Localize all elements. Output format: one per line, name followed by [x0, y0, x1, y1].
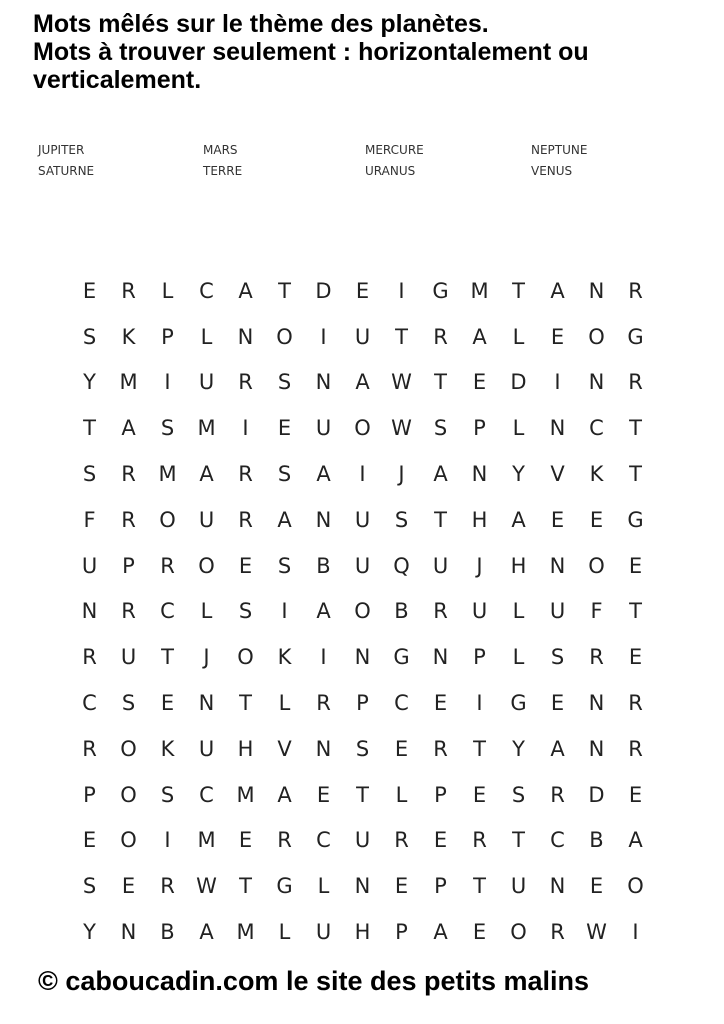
grid-row	[70, 772, 655, 818]
grid-cell: P	[83, 782, 96, 807]
grid-cell: T	[434, 507, 447, 532]
grid-cell: K	[589, 462, 604, 487]
grid-cell: I	[632, 920, 639, 945]
grid-cell: L	[512, 645, 525, 670]
grid-cell: G	[627, 507, 644, 532]
grid-cell: R	[589, 645, 604, 670]
grid-cell: A	[355, 370, 370, 395]
grid-cell: V	[277, 736, 292, 761]
grid-cell: P	[434, 782, 447, 807]
grid-cell: U	[315, 920, 332, 945]
grid-cell: S	[394, 507, 409, 532]
grid-cell: R	[121, 599, 136, 624]
grid-cell: U	[549, 599, 566, 624]
grid-cell: N	[588, 736, 605, 761]
grid-cell: A	[433, 920, 448, 945]
grid-row	[70, 818, 655, 864]
grid-cell: A	[277, 507, 292, 532]
grid-cell: G	[627, 324, 644, 349]
grid-row	[70, 863, 655, 909]
grid-cell: G	[510, 691, 527, 716]
grid-cell: D	[588, 782, 605, 807]
grid-cell: R	[628, 370, 643, 395]
word-item: JUPITER	[38, 143, 85, 157]
grid-cell: T	[629, 599, 642, 624]
grid-cell: A	[550, 736, 565, 761]
grid-cell: E	[316, 782, 331, 807]
letter-grid	[70, 268, 655, 955]
grid-cell: C	[394, 691, 409, 716]
grid-cell: O	[198, 553, 215, 578]
grid-cell: E	[121, 874, 136, 899]
grid-cell: T	[239, 691, 252, 716]
grid-cell: J	[398, 462, 405, 487]
grid-cell: O	[276, 324, 293, 349]
grid-cell: A	[199, 462, 214, 487]
grid-cell: E	[238, 553, 253, 578]
grid-cell: N	[198, 691, 215, 716]
grid-cell: S	[82, 462, 97, 487]
grid-cell: E	[472, 370, 487, 395]
grid-cell: C	[550, 828, 565, 853]
grid-cell: T	[434, 370, 447, 395]
grid-cell: P	[434, 874, 447, 899]
grid-cell: R	[472, 828, 487, 853]
grid-cell: B	[394, 599, 409, 624]
grid-cell: D	[315, 278, 332, 303]
grid-cell: S	[355, 736, 370, 761]
grid-cell: N	[315, 507, 332, 532]
grid-cell: I	[320, 324, 327, 349]
grid-cell: O	[120, 782, 137, 807]
grid-cell: L	[395, 782, 408, 807]
grid-cell: R	[433, 324, 448, 349]
grid-cell: U	[432, 553, 449, 578]
grid-cell: E	[472, 920, 487, 945]
grid-cell: U	[354, 553, 371, 578]
grid-cell: C	[199, 278, 214, 303]
grid-cell: A	[316, 599, 331, 624]
grid-cell: L	[200, 599, 213, 624]
word-item: SATURNE	[38, 164, 95, 178]
grid-cell: L	[317, 874, 330, 899]
grid-cell: B	[589, 828, 604, 853]
grid-cell: N	[588, 691, 605, 716]
grid-cell: I	[554, 370, 561, 395]
grid-cell: E	[277, 416, 292, 441]
grid-cell: O	[237, 645, 254, 670]
grid-cell: E	[355, 278, 370, 303]
grid-cell: S	[160, 782, 175, 807]
grid-cell: N	[354, 874, 371, 899]
grid-cell: T	[161, 645, 174, 670]
grid-row	[70, 451, 655, 497]
grid-cell: A	[550, 278, 565, 303]
grid-cell: S	[121, 691, 136, 716]
grid-cell: A	[472, 324, 487, 349]
grid-cell: Y	[512, 736, 525, 761]
grid-cell: A	[316, 462, 331, 487]
grid-cell: R	[394, 828, 409, 853]
grid-cell: S	[82, 324, 97, 349]
grid-cell: R	[628, 736, 643, 761]
word-item: TERRE	[203, 164, 243, 178]
grid-cell: P	[122, 553, 135, 578]
grid-cell: R	[82, 736, 97, 761]
grid-cell: E	[433, 828, 448, 853]
grid-cell: B	[316, 553, 331, 578]
word-item: NEPTUNE	[531, 143, 588, 157]
grid-cell: U	[198, 507, 215, 532]
grid-cell: J	[203, 645, 210, 670]
grid-cell: T	[473, 736, 486, 761]
grid-cell: S	[433, 416, 448, 441]
grid-cell: P	[356, 691, 369, 716]
word-item: MARS	[203, 143, 238, 157]
grid-cell: W	[586, 920, 607, 945]
grid-row	[70, 268, 655, 314]
grid-cell: A	[277, 782, 292, 807]
grid-cell: A	[121, 416, 136, 441]
grid-cell: F	[590, 599, 603, 624]
grid-cell: M	[236, 920, 255, 945]
grid-row	[70, 405, 655, 451]
grid-cell: L	[278, 920, 291, 945]
grid-cell: I	[281, 599, 288, 624]
grid-cell: O	[354, 416, 371, 441]
grid-row	[70, 360, 655, 406]
grid-cell: S	[277, 553, 292, 578]
grid-cell: M	[197, 828, 216, 853]
grid-cell: E	[628, 782, 643, 807]
grid-cell: T	[278, 278, 291, 303]
grid-cell: O	[354, 599, 371, 624]
grid-cell: G	[393, 645, 410, 670]
grid-cell: S	[550, 645, 565, 670]
grid-cell: R	[238, 462, 253, 487]
grid-cell: N	[588, 370, 605, 395]
grid-cell: W	[391, 370, 412, 395]
grid-cell: U	[354, 507, 371, 532]
grid-cell: R	[238, 370, 253, 395]
grid-cell: M	[158, 462, 177, 487]
grid-cell: H	[471, 507, 488, 532]
grid-row	[70, 680, 655, 726]
grid-cell: R	[628, 278, 643, 303]
grid-cell: E	[238, 828, 253, 853]
grid-cell: R	[82, 645, 97, 670]
grid-cell: O	[588, 324, 605, 349]
grid-cell: R	[121, 462, 136, 487]
grid-cell: K	[121, 324, 136, 349]
grid-cell: T	[239, 874, 252, 899]
grid-cell: B	[160, 920, 175, 945]
grid-cell: N	[549, 416, 566, 441]
grid-cell: O	[120, 828, 137, 853]
grid-cell: T	[512, 278, 525, 303]
grid-cell: E	[82, 828, 97, 853]
title-line-3: verticalement.	[33, 66, 202, 94]
grid-cell: T	[512, 828, 525, 853]
grid-cell: U	[354, 324, 371, 349]
grid-cell: Y	[512, 462, 525, 487]
footer-credit: © caboucadin.com le site des petits malins	[38, 966, 590, 996]
grid-cell: Y	[83, 370, 96, 395]
grid-cell: E	[394, 874, 409, 899]
grid-cell: O	[159, 507, 176, 532]
grid-cell: C	[589, 416, 604, 441]
grid-cell: I	[164, 370, 171, 395]
grid-cell: T	[356, 782, 369, 807]
word-item: MERCURE	[365, 143, 424, 157]
grid-cell: I	[164, 828, 171, 853]
grid-cell: O	[588, 553, 605, 578]
grid-cell: A	[433, 462, 448, 487]
grid-cell: J	[476, 553, 483, 578]
grid-cell: O	[627, 874, 644, 899]
grid-row	[70, 726, 655, 772]
grid-cell: N	[549, 874, 566, 899]
word-list-row	[38, 164, 698, 185]
grid-cell: O	[120, 736, 137, 761]
grid-cell: T	[629, 416, 642, 441]
grid-cell: R	[238, 507, 253, 532]
grid-cell: E	[589, 874, 604, 899]
grid-cell: R	[316, 691, 331, 716]
grid-cell: U	[120, 645, 137, 670]
grid-cell: N	[315, 736, 332, 761]
grid-cell: R	[433, 736, 448, 761]
grid-cell: Y	[83, 920, 96, 945]
grid-cell: C	[199, 782, 214, 807]
grid-cell: T	[629, 462, 642, 487]
grid-cell: M	[236, 782, 255, 807]
grid-cell: R	[160, 553, 175, 578]
grid-cell: E	[433, 691, 448, 716]
grid-cell: N	[81, 599, 98, 624]
word-item: URANUS	[365, 164, 416, 178]
grid-cell: C	[316, 828, 331, 853]
grid-cell: R	[277, 828, 292, 853]
grid-cell: P	[395, 920, 408, 945]
grid-cell: P	[473, 645, 486, 670]
grid-cell: A	[238, 278, 253, 303]
title-line-1: Mots mêlés sur le thème des planètes.	[33, 10, 489, 38]
grid-cell: D	[510, 370, 527, 395]
grid-cell: S	[82, 874, 97, 899]
grid-cell: F	[83, 507, 96, 532]
grid-cell: V	[550, 462, 565, 487]
grid-cell: R	[550, 920, 565, 945]
grid-cell: E	[550, 324, 565, 349]
grid-cell: E	[628, 645, 643, 670]
grid-cell: L	[512, 599, 525, 624]
grid-cell: S	[160, 416, 175, 441]
grid-cell: Q	[393, 553, 410, 578]
grid-cell: I	[359, 462, 366, 487]
grid-cell: A	[199, 920, 214, 945]
grid-cell: L	[200, 324, 213, 349]
grid-cell: T	[83, 416, 96, 441]
grid-cell: U	[510, 874, 527, 899]
grid-cell: N	[471, 462, 488, 487]
grid-cell: U	[198, 370, 215, 395]
grid-cell: I	[242, 416, 249, 441]
grid-cell: N	[354, 645, 371, 670]
grid-cell: P	[161, 324, 174, 349]
grid-row	[70, 589, 655, 635]
grid-cell: L	[512, 324, 525, 349]
grid-row	[70, 543, 655, 589]
grid-cell: U	[198, 736, 215, 761]
grid-cell: W	[391, 416, 412, 441]
grid-cell: E	[550, 691, 565, 716]
grid-cell: S	[511, 782, 526, 807]
grid-cell: U	[471, 599, 488, 624]
grid-cell: H	[510, 553, 527, 578]
grid-cell: S	[238, 599, 253, 624]
grid-cell: T	[395, 324, 408, 349]
grid-cell: W	[196, 874, 217, 899]
grid-cell: L	[512, 416, 525, 441]
grid-cell: N	[549, 553, 566, 578]
grid-cell: R	[121, 507, 136, 532]
grid-cell: A	[511, 507, 526, 532]
grid-cell: N	[120, 920, 137, 945]
grid-row	[70, 497, 655, 543]
grid-row	[70, 909, 655, 955]
grid-cell: E	[628, 553, 643, 578]
grid-cell: E	[589, 507, 604, 532]
word-list-row	[38, 143, 698, 164]
grid-row	[70, 634, 655, 680]
grid-cell: K	[160, 736, 175, 761]
grid-cell: H	[354, 920, 371, 945]
grid-cell: E	[472, 782, 487, 807]
grid-cell: R	[628, 691, 643, 716]
grid-cell: E	[160, 691, 175, 716]
grid-cell: T	[473, 874, 486, 899]
grid-cell: L	[278, 691, 291, 716]
grid-cell: U	[354, 828, 371, 853]
grid-cell: N	[588, 278, 605, 303]
word-item: VENUS	[531, 164, 573, 178]
grid-row	[70, 314, 655, 360]
grid-cell: E	[394, 736, 409, 761]
grid-cell: U	[315, 416, 332, 441]
grid-cell: R	[121, 278, 136, 303]
grid-cell: C	[160, 599, 175, 624]
grid-cell: I	[398, 278, 405, 303]
grid-cell: C	[82, 691, 97, 716]
grid-cell: M	[470, 278, 489, 303]
grid-cell: M	[119, 370, 138, 395]
grid-cell: P	[473, 416, 486, 441]
grid-cell: G	[276, 874, 293, 899]
grid-cell: A	[628, 828, 643, 853]
grid-cell: I	[476, 691, 483, 716]
grid-cell: O	[510, 920, 527, 945]
grid-cell: N	[237, 324, 254, 349]
grid-cell: S	[277, 370, 292, 395]
grid-cell: G	[432, 278, 449, 303]
grid-cell: E	[82, 278, 97, 303]
title-line-2: Mots à trouver seulement : horizontalement ou	[33, 38, 589, 66]
grid-cell: H	[237, 736, 254, 761]
grid-cell: U	[81, 553, 98, 578]
grid-cell: R	[433, 599, 448, 624]
page-title	[33, 10, 713, 94]
grid-cell: N	[432, 645, 449, 670]
grid-cell: R	[160, 874, 175, 899]
grid-cell: I	[320, 645, 327, 670]
grid-cell: S	[277, 462, 292, 487]
grid-cell: N	[315, 370, 332, 395]
grid-cell: E	[550, 507, 565, 532]
word-list	[38, 143, 698, 185]
grid-cell: L	[161, 278, 174, 303]
grid-cell: R	[550, 782, 565, 807]
grid-cell: K	[277, 645, 292, 670]
grid-cell: M	[197, 416, 216, 441]
